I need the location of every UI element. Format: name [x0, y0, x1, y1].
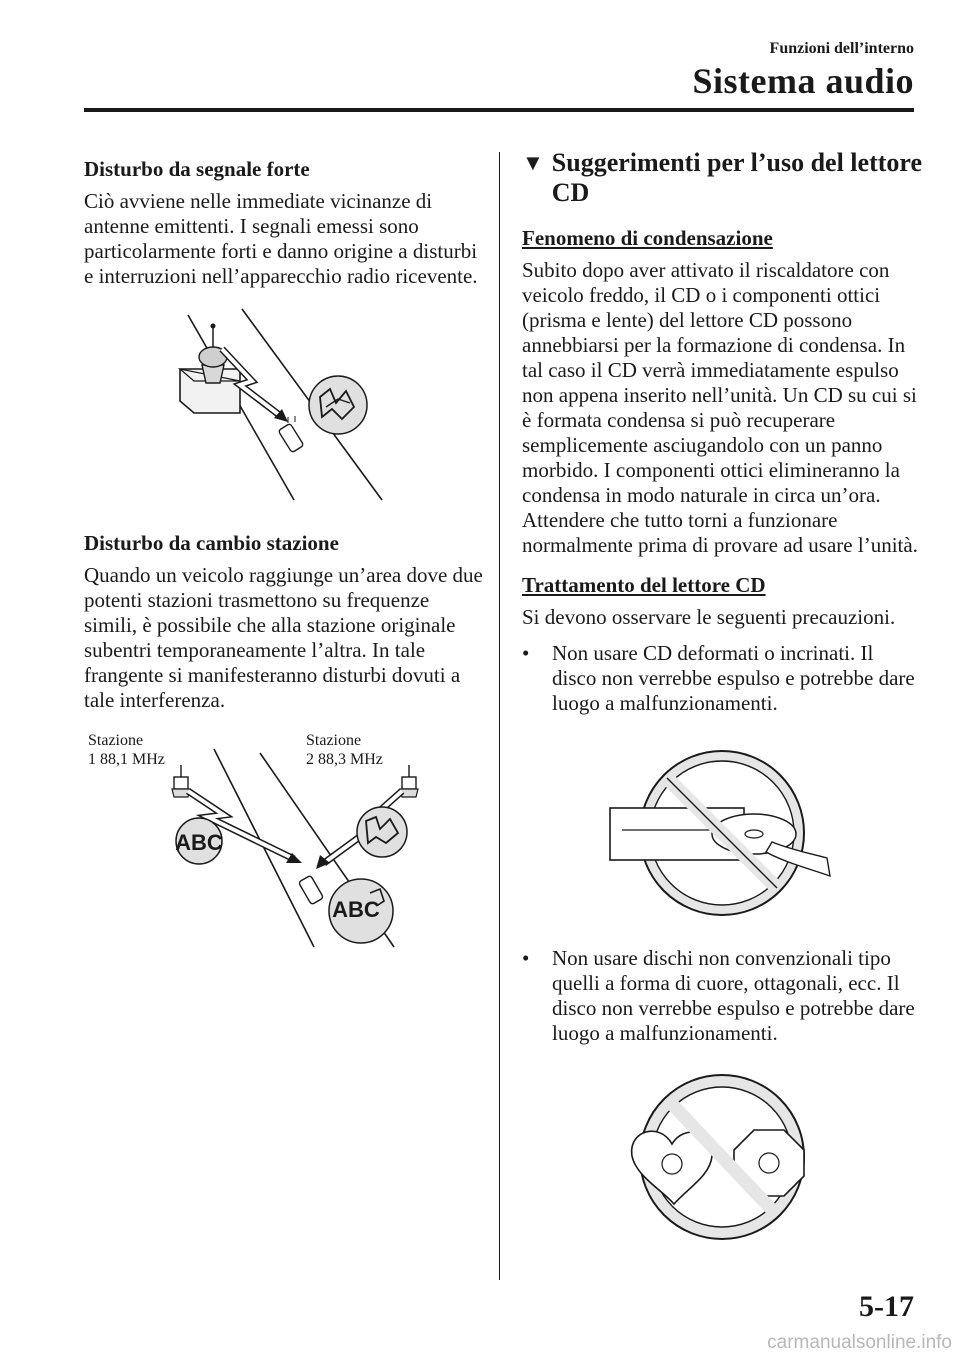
bullet-text: Non usare dischi non convenzionali tipo quelli a forma di cuore, ottagonali, ecc. Il disco non verrebbe espulso e potrebbe dare luogo a malfunzionamenti.: [552, 946, 915, 1045]
page-number: 5-17: [859, 1290, 914, 1323]
section-marker-icon: ▼: [522, 150, 544, 175]
header-section: Funzioni dell’interno: [769, 40, 914, 57]
bullet-item-nonstandard-disc: [522, 946, 922, 1046]
no-deformed-cd-illustration: [522, 738, 922, 928]
cd-tips-heading-text: Suggerimenti per l’uso del lettore CD: [551, 148, 922, 207]
right-column: [522, 148, 922, 1242]
watermark: carmanualsonline.info: [767, 1332, 952, 1353]
strong-signal-illustration: [84, 305, 484, 515]
station-change-text: Quando un veicolo raggiunge un’area dove due potenti stazioni trasmettono su frequenze simili, è possibile che alla stazione originale subentri temporaneamente l’altra. In tale frangente si manifesteranno disturbi dovuti a tale interferenza.: [84, 563, 483, 712]
cd-handling-text: Si devono osservare le seguenti precauzioni.: [522, 605, 896, 629]
bullet-marker: •: [522, 641, 530, 665]
abc-bubble-text: ABC: [175, 830, 223, 855]
station2-label-line1: Stazione: [306, 732, 362, 749]
strong-signal-text: Ciò avviene nelle immediate vicinanze di antenne emittenti. I segnali emessi sono particolarmente forti e danno origine a disturbi e interruzioni nell’apparecchio radio ricevente.: [84, 189, 478, 288]
strong-signal-heading: Disturbo da segnale forte: [84, 157, 310, 181]
no-nonstandard-disc-illustration: [522, 1072, 922, 1242]
left-column: [84, 148, 484, 959]
bullet-item-deformed-cd: [522, 641, 922, 716]
abc-mixed-bubble-text: ABC: [332, 897, 380, 922]
page-title: Sistema audio: [692, 61, 914, 101]
bullet-marker: •: [522, 946, 530, 970]
station-change-illustration: [84, 729, 484, 959]
station-change-heading: Disturbo da cambio stazione: [84, 531, 339, 555]
bullet-text: Non usare CD deformati o incrinati. Il disco non verrebbe espulso e potrebbe dare luogo a malfunzionamenti.: [552, 641, 915, 715]
header-rule: [84, 108, 914, 112]
station1-label-line2: 1 88,1 MHz: [88, 751, 165, 768]
cd-tips-heading: [522, 148, 922, 208]
station1-label-line1: Stazione: [88, 732, 144, 749]
cd-handling-heading: Trattamento del lettore CD: [522, 573, 766, 597]
condensation-heading: Fenomeno di condensazione: [522, 226, 773, 250]
column-divider: [499, 152, 500, 1280]
condensation-text: Subito dopo aver attivato il riscaldatore con veicolo freddo, il CD o i componenti ottici (prisma e lente) del lettore CD possono annebbiarsi per la formazione di condensa. In tal caso il CD verrà immediatamente espulso non appena inserito nell’unità. Un CD su cui si è formata condensa si può recuperare semplicemente asciugandolo con un panno morbido. I componenti ottici elimineranno la condensa in modo naturale in circa un’ora. Attendere che tutto torni a funzionare normalmente prima di provare ad usare l’unità.: [522, 258, 918, 557]
station2-label-line2: 2 88,3 MHz: [306, 751, 383, 768]
